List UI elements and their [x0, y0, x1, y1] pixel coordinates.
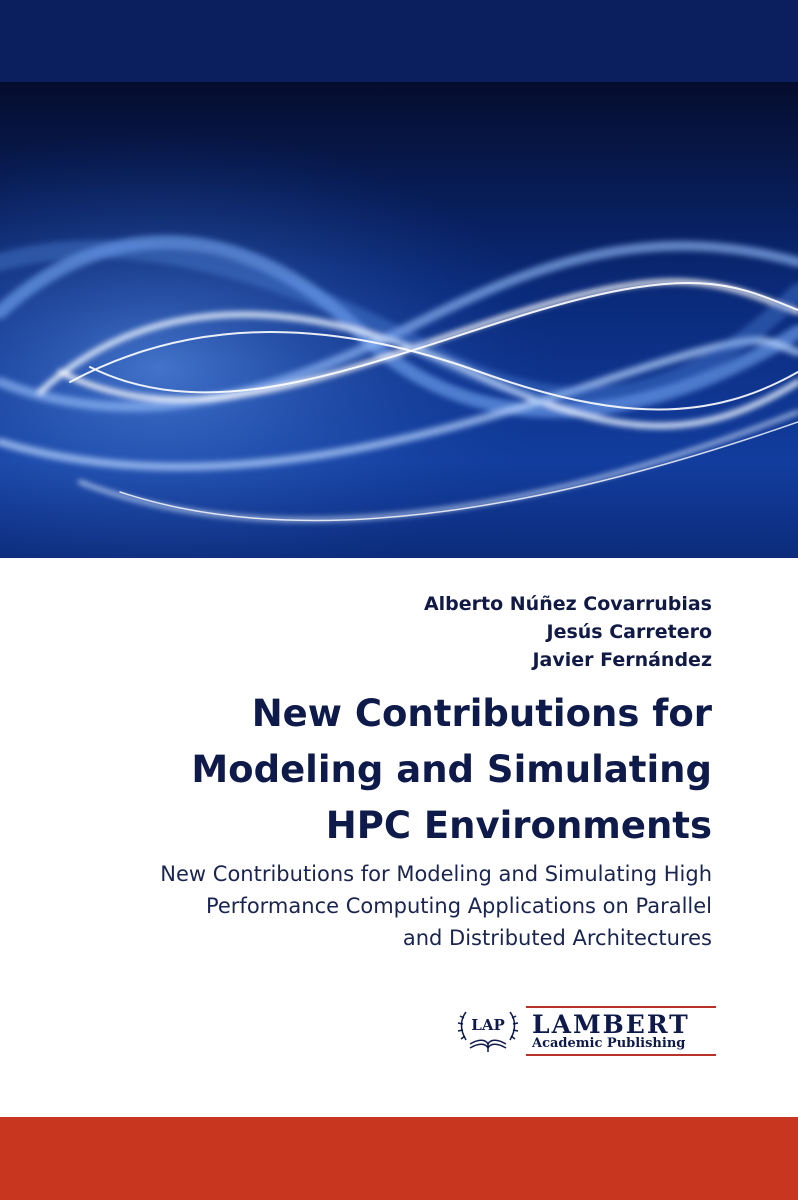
abstract-light-waves-image: [0, 82, 798, 558]
bottom-red-band: [0, 1117, 798, 1200]
book-title: [0, 686, 712, 854]
author-list: [0, 590, 712, 674]
publisher-logo: [452, 1000, 720, 1060]
publisher-rule-top: [526, 1006, 716, 1008]
book-subtitle: [0, 858, 712, 954]
subtitle-line-1: New Contributions for Modeling and Simulating High: [160, 862, 712, 886]
cover-artwork: [0, 82, 798, 558]
author-2: Jesús Carretero: [546, 621, 712, 643]
lap-book-laurel-icon: [452, 1000, 524, 1060]
cover-text: [0, 560, 712, 954]
top-navy-band: [0, 0, 798, 82]
publisher-rule-bottom: [526, 1054, 716, 1056]
title-line-2: Modeling and Simulating: [191, 748, 712, 791]
logo-letters: LAP: [471, 1016, 505, 1034]
author-3: Javier Fernández: [532, 649, 712, 671]
subtitle-line-2: Performance Computing Applications on Parallel: [205, 894, 712, 918]
title-line-1: New Contributions for: [251, 692, 712, 735]
subtitle-line-3: and Distributed Architectures: [402, 926, 712, 950]
publisher-name: LAMBERT: [532, 1010, 690, 1039]
title-line-3: HPC Environments: [325, 804, 712, 847]
publisher-tagline: Academic Publishing: [532, 1036, 686, 1051]
author-1: Alberto Núñez Covarrubias: [423, 593, 712, 615]
